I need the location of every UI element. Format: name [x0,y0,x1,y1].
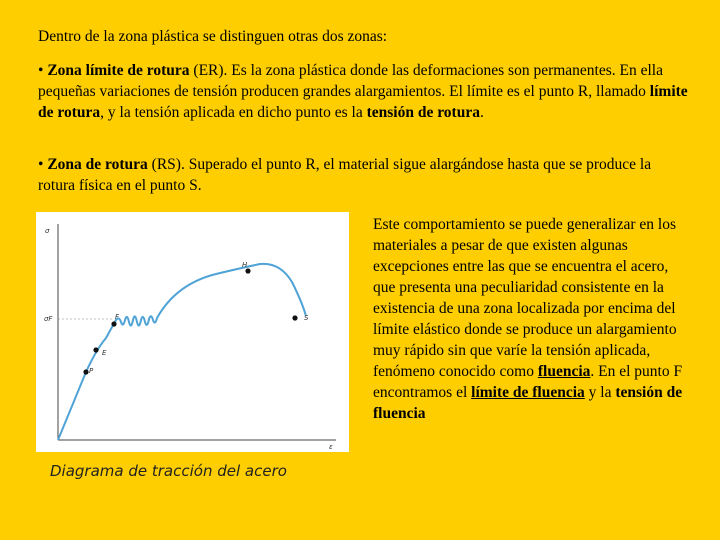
bullet-mark: • [38,62,48,79]
term-tension-rotura: tensión de rotura [366,104,480,121]
point-f-label: F [115,313,120,321]
side-text-2: . En el punto F encontramos el [373,363,683,401]
point-e-label: E [102,349,107,357]
stress-strain-diagram [36,212,349,452]
item1-text-3: . [479,104,484,121]
bullet-mark: • [38,156,48,173]
point-e [93,347,98,352]
sigma-f-label: σF [44,315,53,323]
point-s [292,315,297,320]
item2-text-1: (RS). Superado el punto R, el material sigue alargándose hasta que se produce la rotura física en el punto S. [38,156,652,194]
point-h [245,268,250,273]
point-s-label: S [304,314,309,322]
intro-text: Dentro de la zona plástica se distinguen otras dos zonas: [38,28,388,45]
side-paragraph [373,214,691,424]
term-limite-rotura: límite de rotura [38,83,688,121]
point-p-label: P [89,367,94,375]
point-f [111,321,116,326]
item1-text-1: (ER). Es la zona plástica donde las deformaciones son permanentes. En ella pequeñas variaciones de tensión producen grandes alargamientos. El límite es el punto R, llamado [38,62,663,100]
side-text-3: y la [584,384,616,401]
term-limite-fluencia: límite de fluencia [471,384,585,401]
point-h-label: H [242,261,248,269]
bullet-zona-limite-rotura [38,60,690,123]
term-zona-rotura: Zona de rotura [47,156,148,173]
term-fluencia: fluencia [537,363,591,380]
term-tension-fluencia: tensión de fluencia [373,384,683,422]
item1-text-2: , y la tensión aplicada en dicho punto es la [100,104,367,121]
term-zona-limite-rotura: Zona límite de rotura [47,62,190,79]
figure-caption: Diagrama de tracción del acero [50,462,287,480]
bullet-zona-rotura [38,154,690,196]
side-text-1: Este comportamiento se puede generalizar en los materiales a pesar de que existen algunas excepciones entre las que se encuentra el acero, que presenta una peculiaridad consistente en la existencia de una zona localizada por encima del límite elástico donde se produce un alargamiento muy rápido sin que varíe la tensión aplicada, fenómeno conocido como [373,216,677,380]
diagram-svg [36,212,349,452]
point-p [83,369,88,374]
y-axis-label: σ [45,227,50,235]
x-axis-label: ε [329,443,333,451]
